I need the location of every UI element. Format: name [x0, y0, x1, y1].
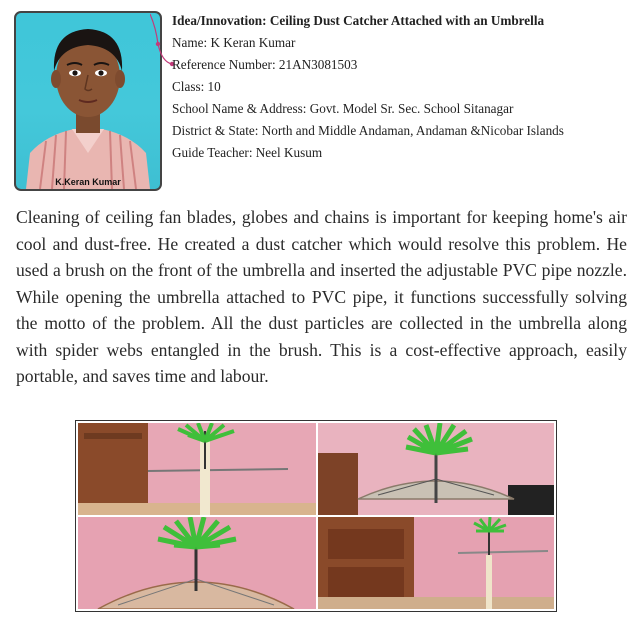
- district-state: District & State: North and Middle Andaman, Andaman &Nicobar Islands: [172, 123, 564, 138]
- student-name: Name: K Keran Kumar: [172, 35, 296, 50]
- prototype-photo-collage: [75, 420, 557, 612]
- reference-number: Reference Number: 21AN3081503: [172, 57, 358, 72]
- collage-photo-4: [318, 517, 554, 609]
- student-photo: [14, 11, 162, 191]
- collage-photo-3: [78, 517, 316, 609]
- student-portrait: [16, 13, 160, 189]
- collage-photo-2: [318, 423, 554, 515]
- student-class: Class: 10: [172, 79, 221, 94]
- school-name: School Name & Address: Govt. Model Sr. Sec. School Sitanagar: [172, 101, 514, 116]
- description-paragraph: Cleaning of ceiling fan blades, globes and chains is important for keeping home's air cool and dust-free. He created a dust catcher which would resolve this problem. He used a brush on the front of the umbrella and inserted the adjustable PVC pipe nozzle. While opening the umbrella attached to PVC pipe, it functions successfully solving the motto of the problem. All the dust particles are collected in the umbrella along with spider webs entangled in the brush. This is a cost-effective approach, easily portable, and saves time and labour.: [16, 207, 627, 386]
- photo-caption: K.Keran Kumar: [55, 177, 121, 187]
- profile-info: [172, 10, 632, 164]
- guide-teacher: Guide Teacher: Neel Kusum: [172, 145, 323, 160]
- collage-photo-1: [78, 423, 316, 515]
- idea-title: Idea/Innovation: Ceiling Dust Catcher Attached with an Umbrella: [172, 13, 545, 28]
